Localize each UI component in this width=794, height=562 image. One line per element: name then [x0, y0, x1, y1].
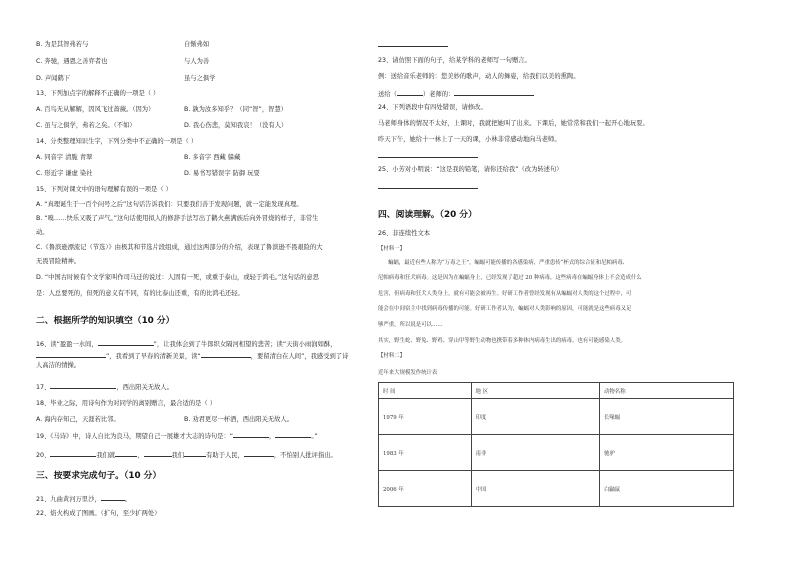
q24-text-2: 昨天下午，她给十一林上了一天的课，小林非常感动地向马老师。 [378, 136, 561, 143]
q20-blank-1[interactable] [50, 450, 96, 457]
material-1-line: 尼帕病毒和狂犬病毒。这是因为在蝙蝠身上，已经发现了超过 20 种病毒，这些病毒在蝙蝠身体上不会造成什么 [378, 275, 642, 281]
question-line: 14、分类整理知识生字，下列分类中不正确的一项是（ ） [36, 138, 198, 145]
table-cell: 1983 年 [379, 435, 472, 471]
q20-blank-3[interactable] [144, 450, 172, 457]
material-1-line: 危害，但病毒和狂犬人类身上，就有可能会被再生。好研工作者曾经发现有从蝙蝠对人类的这个过程中，可 [378, 291, 632, 297]
question-line: A. 百鸟无从解解，因风飞过蔷薇。（因为） [36, 106, 155, 113]
table-cell: 2006 年 [379, 471, 472, 507]
question-line: B. “嗅……快乐又吸了声气。”这句话使用拟人的修辞手法写出了鹳火燕满族后向外冒烧的样子，非常生 [36, 215, 319, 222]
table-row [379, 435, 734, 471]
table-cell: 驰驴 [600, 435, 734, 471]
question-line: 无畏冒险精神。 [36, 258, 81, 265]
q24: 24、下列语段中有四处错误，请修改。 [378, 104, 487, 111]
question-line-option: B. 多音字 西藏 躲藏 [184, 154, 241, 161]
question-line-option: D. 易书写错误字 防御 玩耍 [184, 170, 260, 177]
material-2-title: 【材料二】 [378, 353, 405, 359]
table-row [379, 399, 734, 435]
q19-blank-2[interactable] [275, 431, 311, 438]
question-line: D. 声闻鹤下 [36, 75, 71, 82]
table-cell: 中国 [471, 471, 599, 507]
q24-text-1: 马老师身体的情况不太好，上课时，我就把她叫了出来。下课后，她常常和我们一起开心地玩耍。 [378, 120, 649, 127]
section-4-title: 四、阅读理解。（20 分） [378, 210, 477, 220]
table-cell: 印度 [471, 399, 599, 435]
question-line-option: B. 孰为汝多知乎？（同“智”，智慧） [184, 106, 288, 113]
question-line: 动。 [36, 229, 49, 236]
q22: 22、焰火构成了图画。（扩句，至少扩两处） [36, 510, 161, 517]
material-1-line: 够严重，所以说是可以…… [378, 322, 443, 328]
table-cell: 1979 年 [379, 399, 472, 435]
question-line: A. “真理诞生于一百个问号之后”这句话告诉我们：只要我们善于发现问题，就一定能发现真理。 [36, 201, 303, 208]
statistics-table [378, 382, 734, 507]
question-line-option: D. 我心伤悲，莫知我哀！（没有人） [184, 122, 288, 129]
q20-blank-5[interactable] [244, 450, 274, 457]
q19-blank-1[interactable] [233, 431, 269, 438]
material-1-note: 其实，野生蛇、野兔、野鸡、穿山甲等野生动物也携带着多种体内病毒生出的病毒，也有可能感染人类。 [378, 338, 626, 344]
question-line: C.《鲁滨逊漂流记（节选）》由极其和节选片段组成，通过这两部分的介绍，表现了鲁滨逊不畏艰险的大 [36, 244, 323, 251]
question-line: D. “中国古时候有个文学家叫作司马迁的说过：人固有一死，或重于泰山，或轻于鸿毛。”这句话的意思 [36, 274, 319, 281]
q17: 17、 ，西出阳关无故人。 [36, 384, 173, 391]
q23-answer: 送给（ ）老师的： [378, 89, 534, 99]
table-caption: 近年来大规模发作统计表 [378, 370, 438, 376]
material-1-line: 蝙蝠，最近有些人称为“万毒之王”。蝙蝠可能传播的各感染病，严重患传“杯式的综合征和尼帕病毒、 [388, 260, 629, 266]
q23-blank-message[interactable] [454, 89, 534, 96]
q21: 21、九曲黄河万里沙， 。 [36, 496, 131, 503]
question-line-option: 自惭弗如 [184, 41, 210, 48]
q16-line1: 16、读“盈盈一水间， ”，让我体会到了牛郎织女隔河相望的悲苦；读“天街小雨润如酥， [36, 341, 337, 348]
material-1-line: 能会在中间宿主中找到病毒传播的可能。好研工作者认为，蝙蝠对人类影响的原因，可能就是这些病毒又足 [378, 306, 632, 312]
q17-blank[interactable] [50, 382, 116, 389]
question-line-option: 与人为善 [184, 58, 210, 65]
q18-option-a[interactable]: A. 海内存知己，天涯若比邻。 [36, 416, 120, 423]
q20-blank-4[interactable] [184, 450, 206, 457]
q16-line2: ”，我看到了早春的清新美景，读“ ，要留清白在人间”，我感受到了诗 [36, 351, 348, 361]
q23-example: 例：送给音乐老师的：您美妙的歌声，动人的舞姿，给我们以美的熏陶。 [378, 73, 580, 80]
q23: 23、请仿照下面的句子，给某学科的老师写一句赠言。 [378, 57, 531, 64]
question-line: 15、下列对课文中的语句理解有误的一项是（ ） [36, 186, 172, 193]
question-line: C. 形近字 谦虚 染社 [36, 170, 93, 177]
section-2-title: 二、根据所学的知识填空（10 分） [36, 316, 175, 326]
q25: 25、小芳对小明说：“这是我的铅笔，请你还给我”（改为转述句） [378, 166, 563, 173]
table-header-row [379, 383, 734, 399]
question-line: C. 虽与之俱学，弗若之矣。（不如） [36, 122, 136, 129]
material-1-title: 【材料一】 [378, 246, 405, 252]
q16-blank-2[interactable] [36, 351, 106, 358]
question-line: B. 为是其智弗若与 [36, 41, 89, 48]
question-line: A. 同音字 清脆 青翠 [36, 154, 93, 161]
table-cell: 白鼬鼠 [600, 471, 734, 507]
q23-blank-subject[interactable] [397, 89, 423, 96]
table-cell: 南非 [471, 435, 599, 471]
q20-blank-2[interactable] [115, 450, 137, 457]
table-header-cell: 地 区 [471, 383, 599, 399]
q20: 20、 我们就 ， 我们 有助于人民， ，不怕别人批评指出。 [36, 452, 337, 459]
q16-blank-3[interactable] [201, 351, 251, 358]
q18-option-b[interactable]: B. 劝君更尽一杯酒，西出阳关无故人。 [184, 416, 294, 423]
table-header-cell: 动物名称 [600, 383, 734, 399]
question-line: 13、下列加点字的解释不正确的一项是（ ） [36, 90, 160, 97]
q24-answer-line[interactable] [378, 151, 478, 161]
question-line: 是：人总要死的，但死的意义有不同，有的比泰山还重，有的比鸿毛还轻。 [36, 290, 244, 297]
table-header-cell: 时 间 [379, 383, 472, 399]
q16-blank-1[interactable] [98, 339, 154, 346]
question-line: C. 奔驰，遇恩之善弈者也 [36, 58, 108, 65]
q16-line3: 人高洁的情操。 [36, 362, 81, 369]
table-cell: 长喙蝠 [600, 399, 734, 435]
q19: 19、《马诗》中，诗人自比为良马，期望自己一展雄才大志的诗句是：“ ， 。” [36, 433, 318, 440]
left-column [36, 0, 396, 562]
section-3-title: 三、按要求完成句子。（10 分） [36, 471, 162, 481]
q25-answer-line[interactable] [378, 182, 478, 192]
q26: 26、非连续性文本 [378, 230, 431, 237]
q21-blank[interactable] [101, 494, 125, 501]
table-row [379, 471, 734, 507]
q18: 18、毕业之际，用诗句作为对同学的离别赠言，最合适的是（ ） [36, 400, 217, 407]
question-line-option: 虽与之俱学 [184, 75, 216, 82]
right-column [378, 0, 738, 562]
q22-answer-line[interactable] [378, 40, 448, 50]
